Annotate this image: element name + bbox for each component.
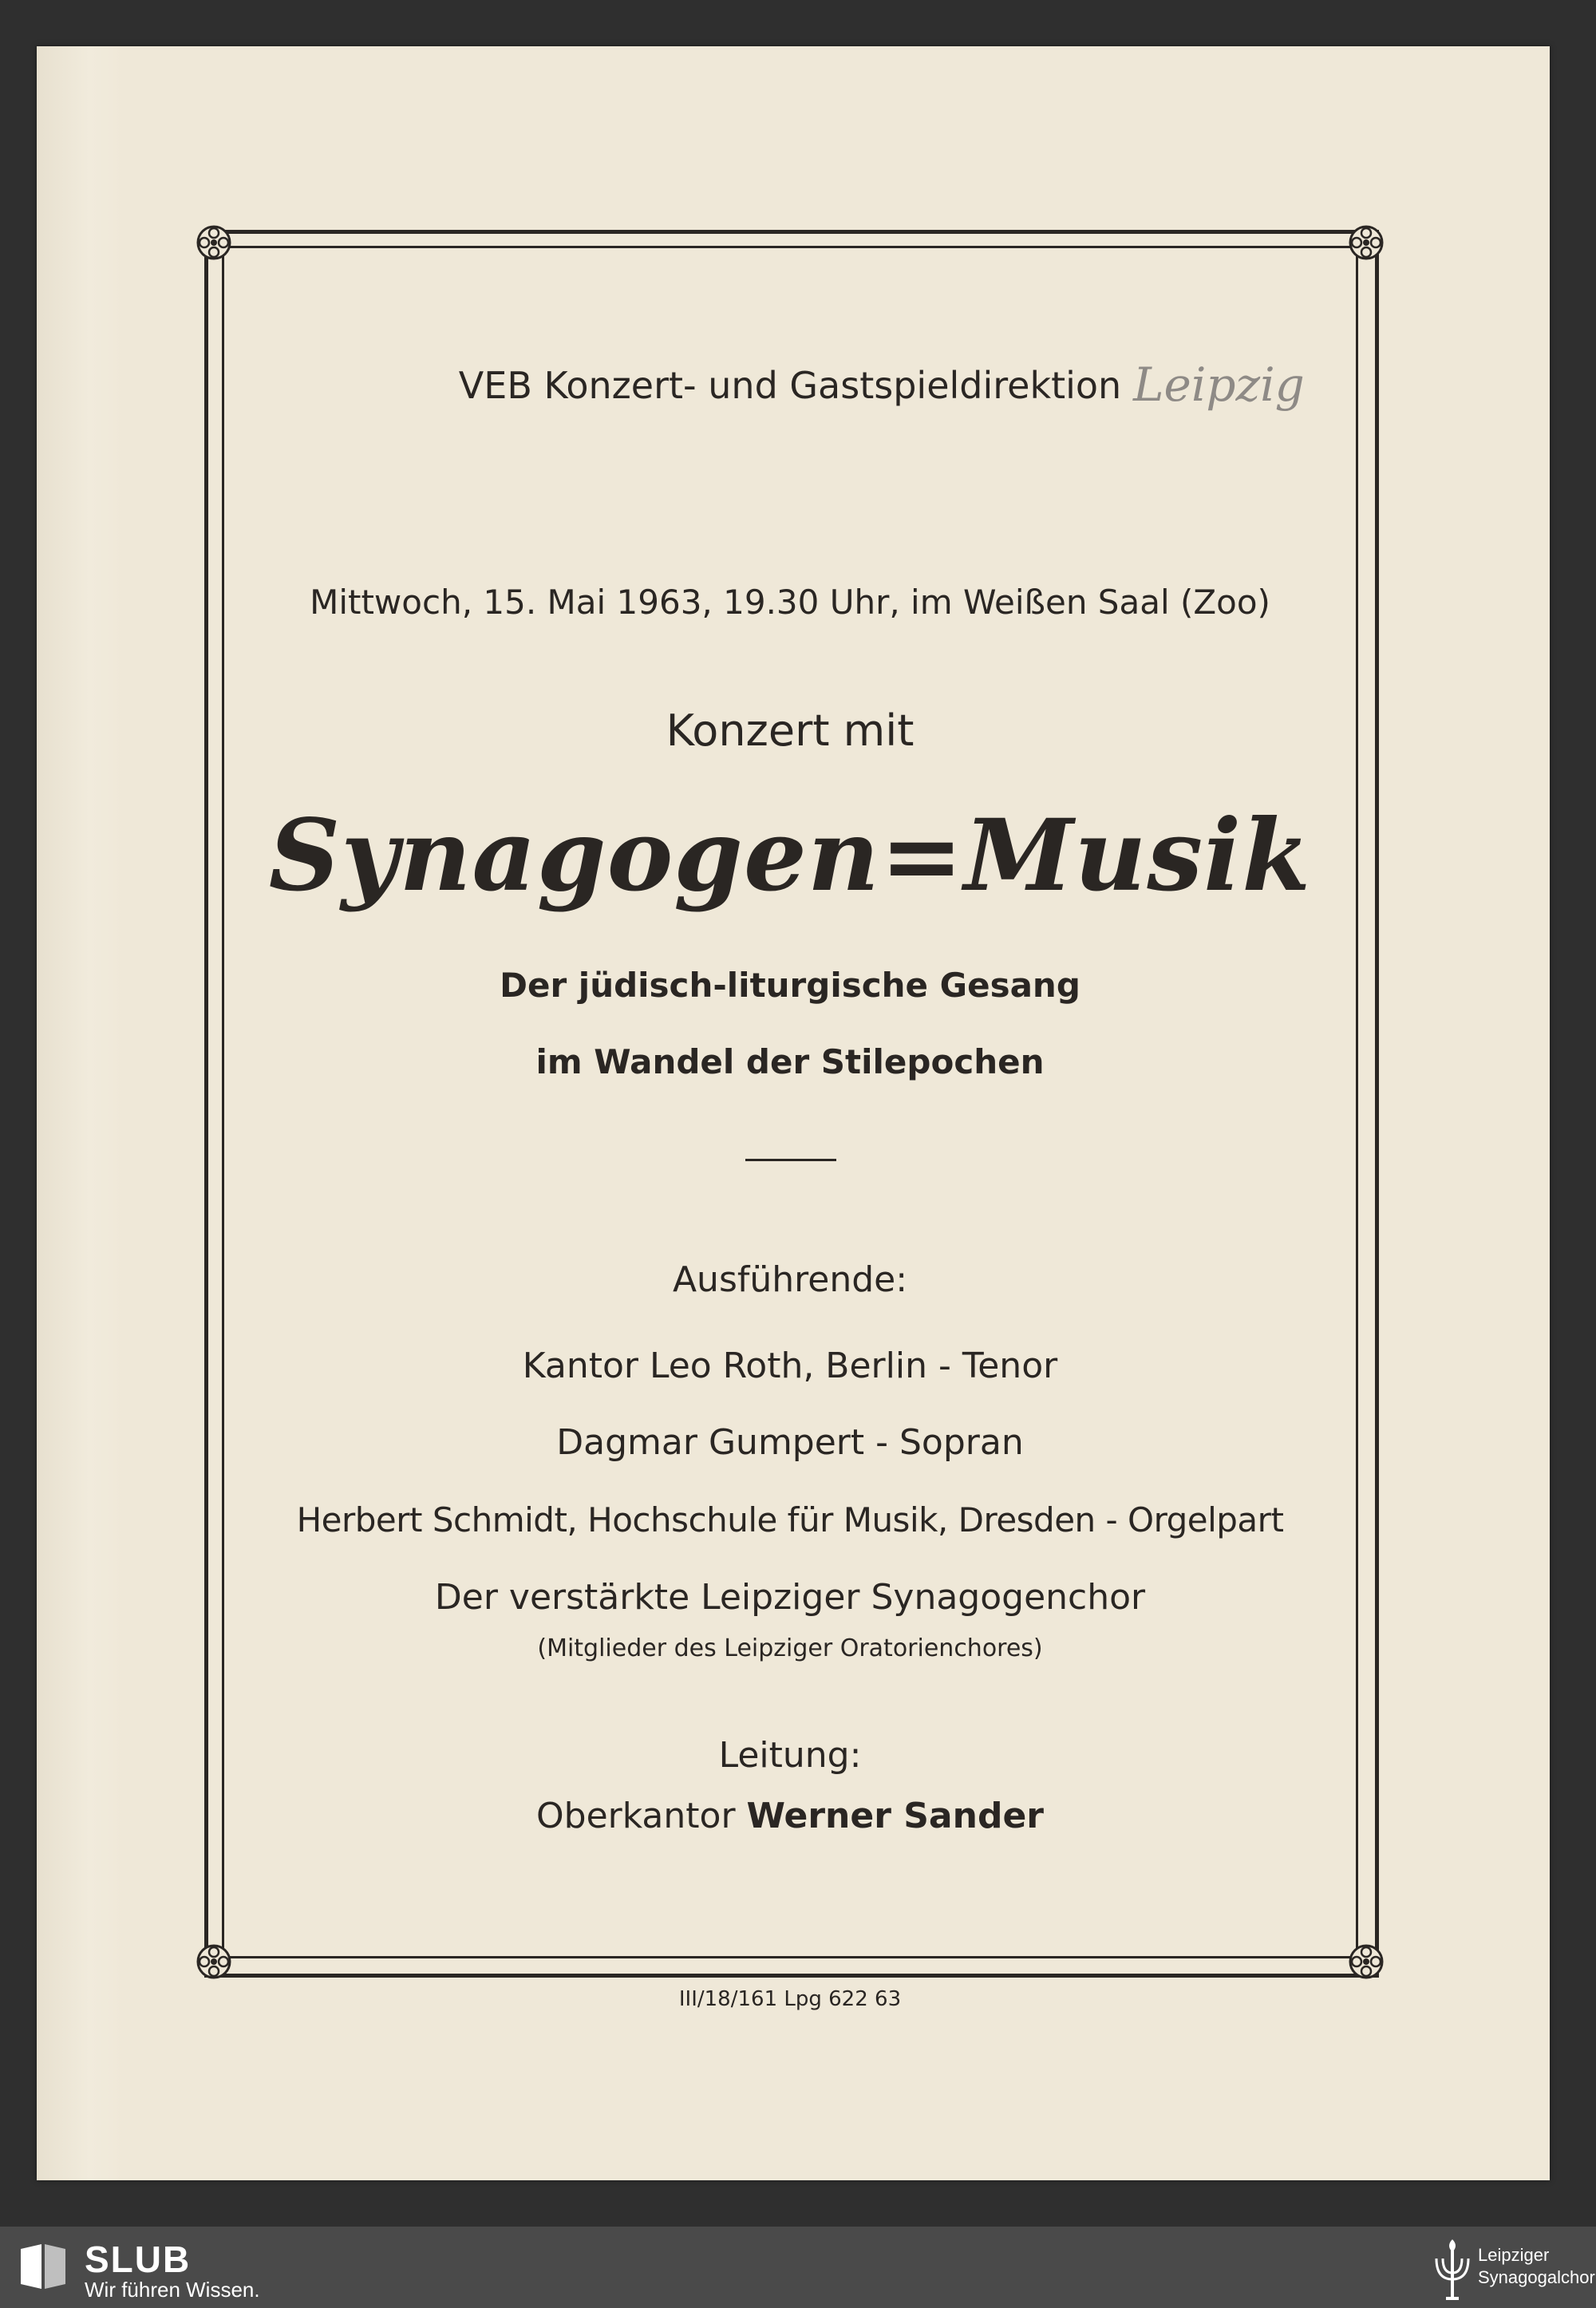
concert-intro: Konzert mit bbox=[666, 705, 915, 756]
director-line bbox=[223, 1796, 1357, 1836]
subtitle-line-1: Der jüdisch-liturgische Gesang bbox=[500, 966, 1080, 1005]
slub-logo-icon bbox=[18, 2241, 69, 2292]
choir-name-line-1: Leipziger bbox=[1478, 2245, 1550, 2265]
direction-heading: Leitung: bbox=[718, 1735, 862, 1776]
performers-heading: Ausführende: bbox=[672, 1259, 908, 1300]
concert-title: Synagogen=Musik bbox=[268, 798, 1312, 914]
library-tagline: Wir führen Wissen. bbox=[85, 2278, 260, 2302]
director-name: Werner Sander bbox=[746, 1796, 1044, 1836]
performer-item: Der verstärkte Leipziger Synagogenchor bbox=[434, 1577, 1146, 1618]
handwritten-city: Leipzig bbox=[1133, 358, 1305, 412]
date-line: Mittwoch, 15. Mai 1963, 19.30 Uhr, im Weißen Saal (Zoo) bbox=[310, 583, 1270, 622]
menorah-logo-icon bbox=[1428, 2235, 1476, 2302]
subtitle-line-2: im Wandel der Stilepochen bbox=[535, 1042, 1045, 1081]
paper-left-edge bbox=[37, 46, 124, 2180]
divider bbox=[745, 1159, 836, 1161]
rosette-ornament-icon bbox=[1347, 223, 1385, 262]
performer-item: Kantor Leo Roth, Berlin - Tenor bbox=[522, 1346, 1058, 1386]
print-code: III/18/161 Lpg 622 63 bbox=[678, 1987, 902, 2011]
decorative-frame-inner bbox=[222, 246, 1358, 1958]
rosette-ornament-icon bbox=[195, 1942, 233, 1981]
library-name: SLUB bbox=[85, 2239, 192, 2280]
presenter-line: VEB Konzert- und Gastspieldirektion bbox=[458, 364, 1122, 407]
choir-note: (Mitglieder des Leipziger Oratorienchores) bbox=[537, 1634, 1043, 1662]
choir-name bbox=[1478, 2244, 1595, 2289]
choir-name-line-2: Synagogalchor bbox=[1478, 2267, 1595, 2287]
performer-item: Herbert Schmidt, Hochschule für Musik, Dresden - Orgelpart bbox=[296, 1500, 1284, 1539]
performer-item: Dagmar Gumpert - Sopran bbox=[556, 1422, 1024, 1463]
rosette-ornament-icon bbox=[1347, 1942, 1385, 1981]
director-title: Oberkantor bbox=[536, 1796, 736, 1836]
rosette-ornament-icon bbox=[195, 223, 233, 262]
viewer-footer bbox=[0, 2227, 1596, 2308]
